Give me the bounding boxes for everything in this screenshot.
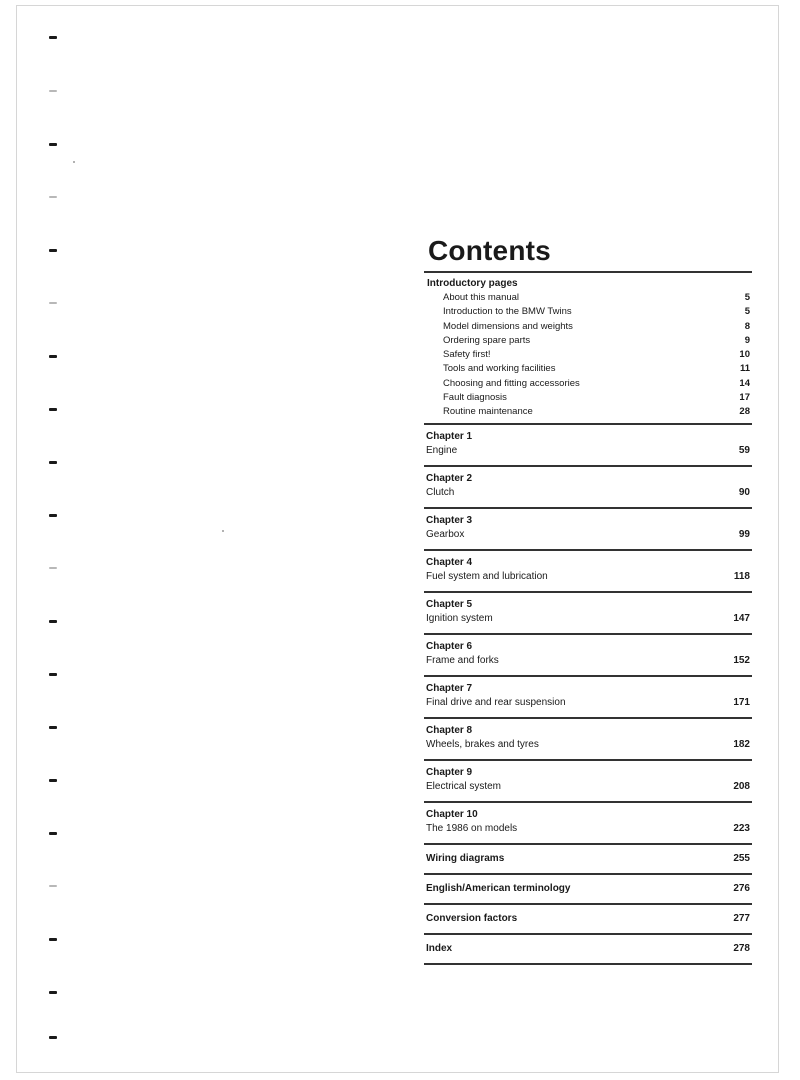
chapter-entry[interactable]: Chapter 2 Clutch 90 — [426, 472, 750, 498]
chapter-entry[interactable]: Chapter 8 Wheels, brakes and tyres 182 — [426, 724, 750, 750]
toc-entry[interactable]: About this manual 5 — [443, 292, 750, 303]
chapter-entry[interactable]: Chapter 5 Ignition system 147 — [426, 598, 750, 624]
margin-tick — [49, 143, 57, 146]
toc-entry[interactable]: Routine maintenance 28 — [443, 406, 750, 418]
chapter-entry[interactable]: Chapter 7 Final drive and rear suspension 171 — [426, 682, 750, 708]
margin-tick — [49, 302, 57, 304]
chapter-entry[interactable]: Chapter 1 Engine 59 — [426, 430, 750, 456]
margin-tick — [49, 620, 57, 623]
toc-entry-terminology[interactable]: English/American terminology 276 — [426, 882, 750, 894]
scan-speck — [73, 161, 75, 163]
margin-tick — [49, 779, 57, 782]
margin-tick — [49, 938, 57, 941]
toc-entry[interactable]: Introduction to the BMW Twins 5 — [443, 306, 750, 318]
margin-tick — [49, 726, 57, 729]
chapter-entry[interactable]: Chapter 10 The 1986 on models 223 — [426, 808, 750, 834]
margin-tick — [49, 90, 57, 92]
toc-entry[interactable]: Fault diagnosis 17 — [443, 392, 750, 404]
margin-tick — [49, 408, 57, 411]
margin-tick — [49, 461, 57, 464]
toc-entry[interactable]: Choosing and fitting accessories 14 — [443, 377, 750, 389]
toc-entry[interactable]: Ordering spare parts 9 — [443, 334, 750, 346]
margin-tick — [49, 991, 57, 994]
margin-tick — [49, 36, 57, 39]
toc-entry[interactable]: Safety first! 10 — [443, 349, 750, 361]
toc-entry-wiring[interactable]: Wiring diagrams 255 — [426, 852, 750, 864]
contents-panel — [424, 235, 752, 965]
margin-tick — [49, 885, 57, 887]
margin-tick — [49, 567, 57, 569]
chapter-entry[interactable]: Chapter 9 Electrical system 208 — [426, 766, 750, 792]
toc-entry-conversion[interactable]: Conversion factors 277 — [426, 912, 750, 924]
toc-entry[interactable]: Tools and working facilities 11 — [443, 363, 750, 375]
toc-entry-index[interactable]: Index 278 — [426, 942, 750, 954]
toc-entry[interactable]: Model dimensions and weights 8 — [443, 320, 750, 332]
margin-tick — [49, 249, 57, 252]
chapter-entry[interactable]: Chapter 4 Fuel system and lubrication 118 — [426, 556, 750, 582]
page-title: Contents — [428, 235, 551, 266]
scan-speck — [222, 530, 224, 532]
margin-tick — [49, 1036, 57, 1039]
intro-section — [424, 273, 752, 423]
margin-tick — [49, 673, 57, 676]
intro-heading: Introductory pages — [427, 278, 518, 289]
margin-tick — [49, 832, 57, 835]
margin-tick — [49, 196, 57, 198]
chapter-entry[interactable]: Chapter 3 Gearbox 99 — [426, 514, 750, 540]
margin-tick — [49, 355, 57, 358]
chapter-entry[interactable]: Chapter 6 Frame and forks 152 — [426, 640, 750, 666]
margin-tick — [49, 514, 57, 517]
section-rule — [424, 963, 752, 965]
